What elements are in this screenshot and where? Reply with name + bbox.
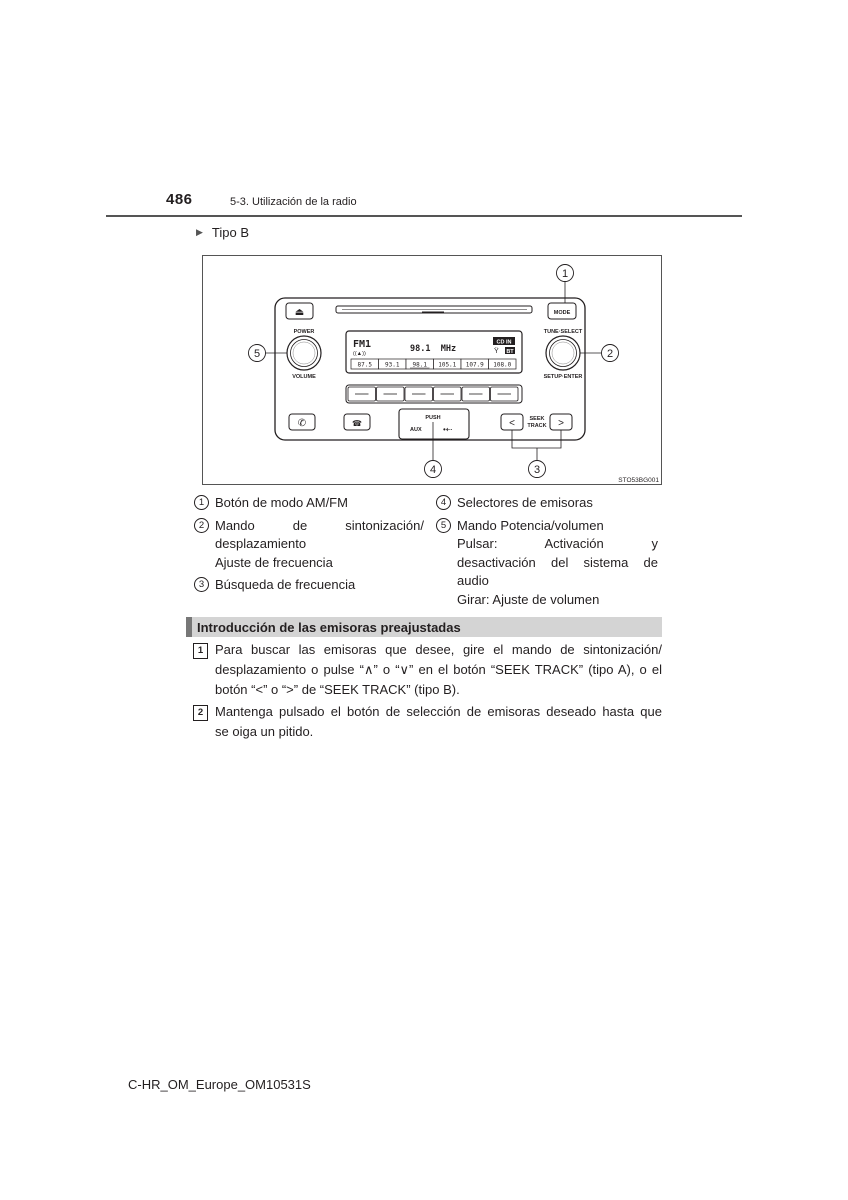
- seek-prev-icon: <: [509, 418, 515, 429]
- legend-text: Búsqueda de frecuencia: [215, 577, 356, 592]
- legend-number: 2: [194, 518, 209, 533]
- figure-code: STO53BG001: [618, 477, 659, 484]
- seek-label: SEEK: [529, 416, 545, 422]
- subheading-text: Tipo B: [211, 225, 250, 240]
- mode-label: MODE: [553, 310, 571, 316]
- svg-text:2: 2: [606, 348, 614, 360]
- legend-text: desactivación del sistema de: [457, 554, 658, 570]
- track-label: TRACK: [527, 423, 547, 429]
- step-2: [193, 702, 662, 742]
- legend-left: [194, 494, 424, 595]
- legend-item: [436, 494, 658, 513]
- svg-text:1: 1: [561, 268, 569, 280]
- section-heading-accent: [186, 617, 192, 637]
- subheading: [196, 225, 249, 240]
- phone-hangup-icon: ☎: [352, 419, 362, 428]
- svg-text:3: 3: [533, 464, 541, 476]
- display-preset-value: 107.9: [465, 361, 484, 369]
- callout-5: [249, 345, 266, 362]
- display-preset-value: 93.1: [385, 361, 400, 369]
- callout-2: [602, 345, 619, 362]
- usb-icon: •⇠: [443, 425, 453, 434]
- svg-text:5: 5: [253, 348, 261, 360]
- legend-text: audio: [457, 573, 489, 588]
- power-label: POWER: [293, 329, 315, 335]
- display-preset-value: 108.0: [493, 361, 512, 369]
- display-frequency: 98.1 MHz: [410, 344, 457, 354]
- legend-text: Pulsar: Activación y: [457, 536, 658, 551]
- phone-pickup-icon: ✆: [297, 418, 307, 429]
- step-number: 1: [193, 643, 208, 659]
- legend-text: Ajuste de frecuencia: [215, 554, 333, 570]
- legend-text: Girar: Ajuste de volumen: [457, 591, 600, 607]
- step-text: Para buscar las emisoras que desee, gire el mando de sintonización/: [215, 642, 662, 657]
- aux-label: AUX: [410, 427, 422, 433]
- legend-number: 4: [436, 495, 451, 510]
- footer-doc-id: C-HR_OM_Europe_OM10531S: [128, 1077, 311, 1092]
- display-preset-value: 105.1: [438, 361, 457, 369]
- legend-item: [436, 517, 658, 610]
- step-1: [193, 640, 662, 700]
- setup-enter-label: SETUP·ENTER: [543, 374, 583, 380]
- section-heading-bar: [186, 617, 662, 637]
- step-text: Mantenga pulsado el botón de selección de emisoras deseado hasta que: [215, 704, 662, 719]
- legend-right: [436, 494, 658, 609]
- display-signal-icon: ((▲)): [353, 351, 366, 357]
- legend-text: Mando Potencia/volumen: [457, 517, 604, 533]
- volume-label: VOLUME: [292, 374, 316, 380]
- display-band: FM1: [353, 339, 372, 350]
- legend-text: Selectores de emisoras: [457, 495, 593, 510]
- display-cd-in: CD IN: [496, 339, 512, 346]
- display-preset-value: 87.5: [357, 361, 372, 369]
- step-text: botón “<” o “>” de “SEEK TRACK” (tipo B).: [215, 682, 460, 697]
- legend-number: 1: [194, 495, 209, 510]
- step-number: 2: [193, 705, 208, 721]
- callout-3: [529, 461, 546, 478]
- header-rule: [106, 215, 742, 217]
- tune-select-knob: [546, 336, 580, 370]
- step-text: se oiga un pitido.: [215, 724, 314, 739]
- section-heading: Introducción de las emisoras preajustadas: [197, 620, 461, 635]
- display-preset-value: 98.1: [412, 361, 427, 369]
- step-text: desplazamiento o pulse “∧” o “∨” en el botón “SEEK TRACK” (tipo A), o el: [215, 662, 662, 677]
- push-label: PUSH: [425, 415, 441, 421]
- usb-aux-port: [399, 409, 469, 439]
- display-antenna-icon: Ÿ: [494, 348, 499, 355]
- section-title: 5-3. Utilización de la radio: [230, 196, 357, 208]
- seek-next-icon: >: [558, 418, 564, 429]
- legend-item: [194, 576, 424, 595]
- legend-text: Mando de sintonización/: [215, 517, 424, 533]
- display-preset-row: [351, 359, 516, 369]
- legend-item: [194, 494, 424, 513]
- svg-text:4: 4: [429, 464, 437, 476]
- eject-icon: ⏏: [294, 307, 305, 318]
- legend-number: 3: [194, 577, 209, 592]
- legend-number: 5: [436, 518, 451, 533]
- legend-text: Botón de modo AM/FM: [215, 495, 348, 510]
- legend-text: desplazamiento: [215, 536, 307, 551]
- triangle-bullet-icon: ▶: [196, 227, 203, 237]
- callout-1: [557, 265, 574, 282]
- radio-figure: [202, 255, 662, 485]
- power-volume-knob: [287, 336, 321, 370]
- radio-illustration: [203, 256, 663, 486]
- page-number: 486: [166, 191, 193, 208]
- legend-item: [194, 517, 424, 573]
- callout-4: [425, 461, 442, 478]
- tune-select-label: TUNE·SELECT: [543, 329, 583, 335]
- display-bt: BT: [506, 349, 514, 355]
